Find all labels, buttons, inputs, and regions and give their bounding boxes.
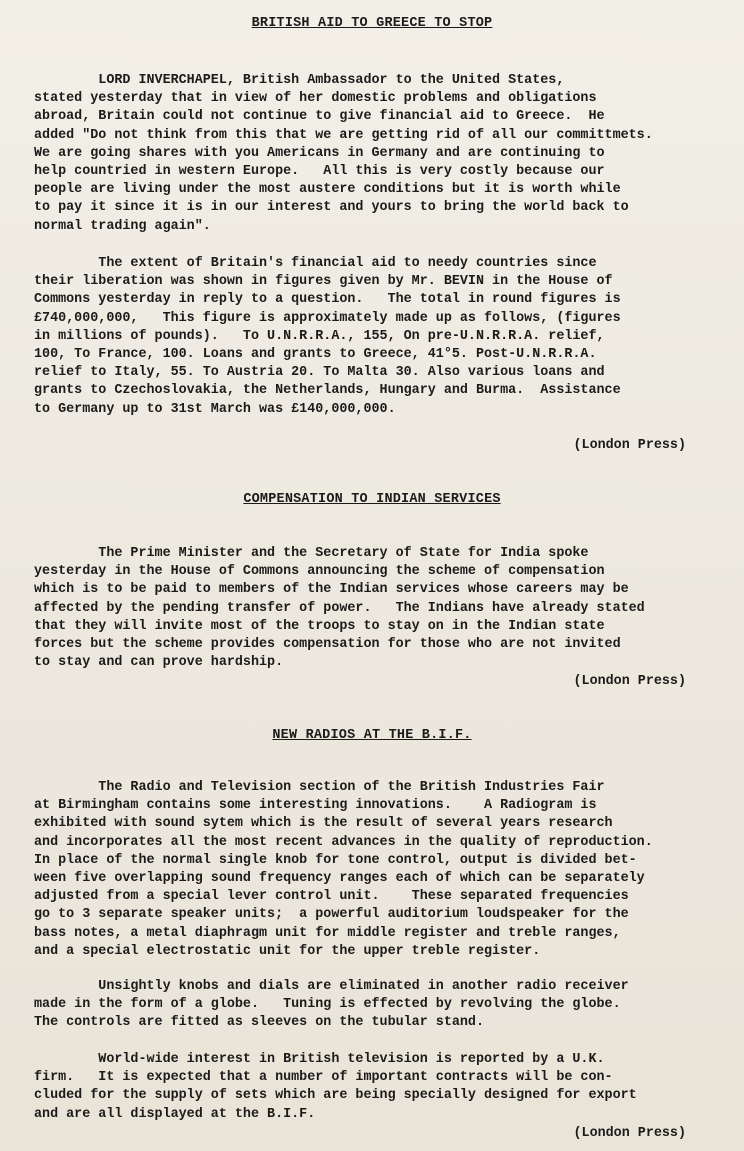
text-line: The controls are fitted as sleeves on the tubular stand. <box>34 1015 484 1031</box>
text-line: The extent of Britain's financial aid to needy countries since <box>34 256 597 271</box>
text-line: their liberation was shown in figures given by Mr. BEVIN in the House of <box>34 274 613 290</box>
text-line: firm. It is expected that a number of important contracts will be con- <box>34 1070 613 1086</box>
text-line: In place of the normal single knob for tone control, output is divided bet- <box>34 852 637 868</box>
text-line: go to 3 separate speaker units; a powerful auditorium loudspeaker for the <box>34 907 629 923</box>
text-line: cluded for the supply of sets which are being specially designed for export <box>34 1088 637 1104</box>
text-line: people are living under the most austere conditions but it is worth while <box>34 182 621 198</box>
text-line: We are going shares with you Americans in Germany and are continuing to <box>34 145 605 161</box>
text-line: help countried in western Europe. All this is very costly because our <box>34 164 605 180</box>
text-line: yesterday in the House of Commons announcing the scheme of compensation <box>34 564 605 580</box>
text-line: and are all displayed at the B.I.F. <box>34 1106 316 1122</box>
text-line: to pay it since it is in our interest and yours to bring the world back to <box>34 200 629 216</box>
article-paragraph <box>34 1051 724 1124</box>
text-line: ween five overlapping sound frequency ranges each of which can be separately <box>34 871 645 887</box>
source-attribution: (London Press) <box>573 438 686 453</box>
text-line: to Germany up to 31st March was £140,000,000. <box>34 401 396 417</box>
article-paragraph <box>34 779 724 961</box>
article-heading: BRITISH AID TO GREECE TO STOP <box>251 16 493 31</box>
article-paragraph <box>34 545 724 672</box>
article-heading: COMPENSATION TO INDIAN SERVICES <box>243 492 501 507</box>
text-line: exhibited with sound sytem which is the result of several years research <box>34 816 613 832</box>
text-line: and incorporates all the most recent advances in the quality of reproduction. <box>34 834 653 850</box>
text-line: and a special electrostatic unit for the upper treble register. <box>34 943 541 959</box>
text-line: in millions of pounds). To U.N.R.R.A., 155, On pre-U.N.R.R.A. relief, <box>34 328 605 344</box>
text-line: Commons yesterday in reply to a question. The total in round figures is <box>34 292 621 308</box>
text-line: World-wide interest in British television is reported by a U.K. <box>34 1052 605 1067</box>
text-line: Unsightly knobs and dials are eliminated in another radio receiver <box>34 979 629 994</box>
article-paragraph <box>34 978 724 1033</box>
text-line: made in the form of a globe. Tuning is effected by revolving the globe. <box>34 997 621 1013</box>
article-paragraph <box>34 255 724 419</box>
text-line: grants to Czechoslovakia, the Netherlands, Hungary and Burma. Assistance <box>34 383 621 399</box>
article-heading: NEW RADIOS AT THE B.I.F. <box>272 728 472 743</box>
source-attribution: (London Press) <box>573 674 686 689</box>
text-line: relief to Italy, 55. To Austria 20. To Malta 30. Also various loans and <box>34 365 605 381</box>
text-line: forces but the scheme provides compensation for those who are not invited <box>34 637 621 653</box>
text-line: that they will invite most of the troops to stay on in the Indian state <box>34 618 605 634</box>
text-line: which is to be paid to members of the Indian services whose careers may be <box>34 582 629 598</box>
text-line: 100, To France, 100. Loans and grants to Greece, 41°5. Post-U.N.R.R.A. <box>34 347 597 363</box>
text-line: at Birmingham contains some interesting innovations. A Radiogram is <box>34 798 597 814</box>
source-attribution: (London Press) <box>573 1126 686 1141</box>
text-line: added "Do not think from this that we are getting rid of all our committmets. <box>34 127 653 143</box>
text-line: affected by the pending transfer of power. The Indians have already stated <box>34 600 645 616</box>
text-line: stated yesterday that in view of her domestic problems and obligations <box>34 91 597 107</box>
text-line: normal trading again". <box>34 218 211 234</box>
text-line: adjusted from a special lever control unit. These separated frequencies <box>34 889 629 905</box>
text-line: abroad, Britain could not continue to give financial aid to Greece. He <box>34 109 605 125</box>
text-line: bass notes, a metal diaphragm unit for middle register and treble ranges, <box>34 925 621 941</box>
text-line: The Prime Minister and the Secretary of State for India spoke <box>34 546 589 561</box>
text-line: to stay and can prove hardship. <box>34 655 284 671</box>
article-paragraph <box>34 72 724 236</box>
text-line: LORD INVERCHAPEL, British Ambassador to the United States, <box>34 73 565 88</box>
text-line: £740,000,000, This figure is approximately made up as follows, (figures <box>34 310 621 326</box>
text-line: The Radio and Television section of the British Industries Fair <box>34 780 605 795</box>
